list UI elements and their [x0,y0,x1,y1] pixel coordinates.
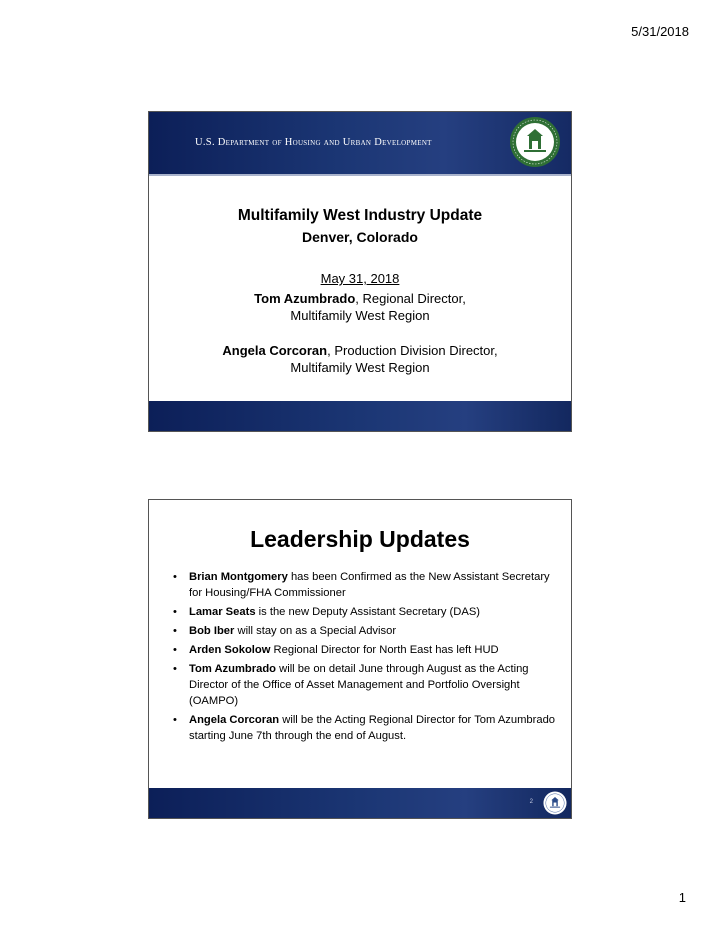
presenter-2-role: , Production Division Director, [327,343,498,358]
banner-divider [149,174,571,176]
bullet-item: • Arden Sokolow Regional Director for North East has left HUD [171,642,561,658]
title-banner [149,112,571,174]
slide-subtitle: Denver, Colorado [302,229,418,245]
presenter-1-region: Multifamily West Region [290,308,430,323]
slide-number: 2 [529,799,533,805]
presentation-date: May 31, 2018 [320,271,400,286]
bullet-item: • Bob Iber will stay on as a Special Advisor [171,623,561,639]
slide-title: Multifamily West Industry Update [237,207,483,224]
bullet-item: • Brian Montgomery has been Confirmed as the New Assistant Secretary for Housing/FHA Commissioner [171,569,561,601]
hud-seal-icon [509,116,561,168]
slide-2 [148,499,572,819]
bullet-list [171,569,561,747]
bullet-item: • Lamar Seats is the new Deputy Assistant Secretary (DAS) [171,604,561,620]
bullet-item: • Angela Corcoran will be the Acting Regional Director for Tom Azumbrado starting June 7th through the end of August. [171,712,561,744]
presenter-1-name: Tom Azumbrado [254,291,356,306]
presenter-1-line [149,290,571,307]
slide-title: Leadership Updates [250,526,470,552]
presenter-2-name: Angela Corcoran [222,343,328,358]
print-date: 5/31/2018 [631,24,689,39]
department-name: U.S. Department of Housing and Urban Development [195,137,432,148]
presenter-1-role: , Regional Director, [355,291,466,306]
slide-footer-bar [149,788,571,818]
page-number: 1 [678,890,686,905]
bullet-item: • Tom Azumbrado will be on detail June through August as the Acting Director of the Office of Asset Management and Portfolio Oversight (OAMPO) [171,661,561,709]
slide-1 [148,111,572,432]
presenter-2-region: Multifamily West Region [290,360,430,375]
slide-footer-bar [149,401,571,431]
presenter-2-line [149,342,571,359]
hud-seal-icon [543,791,567,815]
